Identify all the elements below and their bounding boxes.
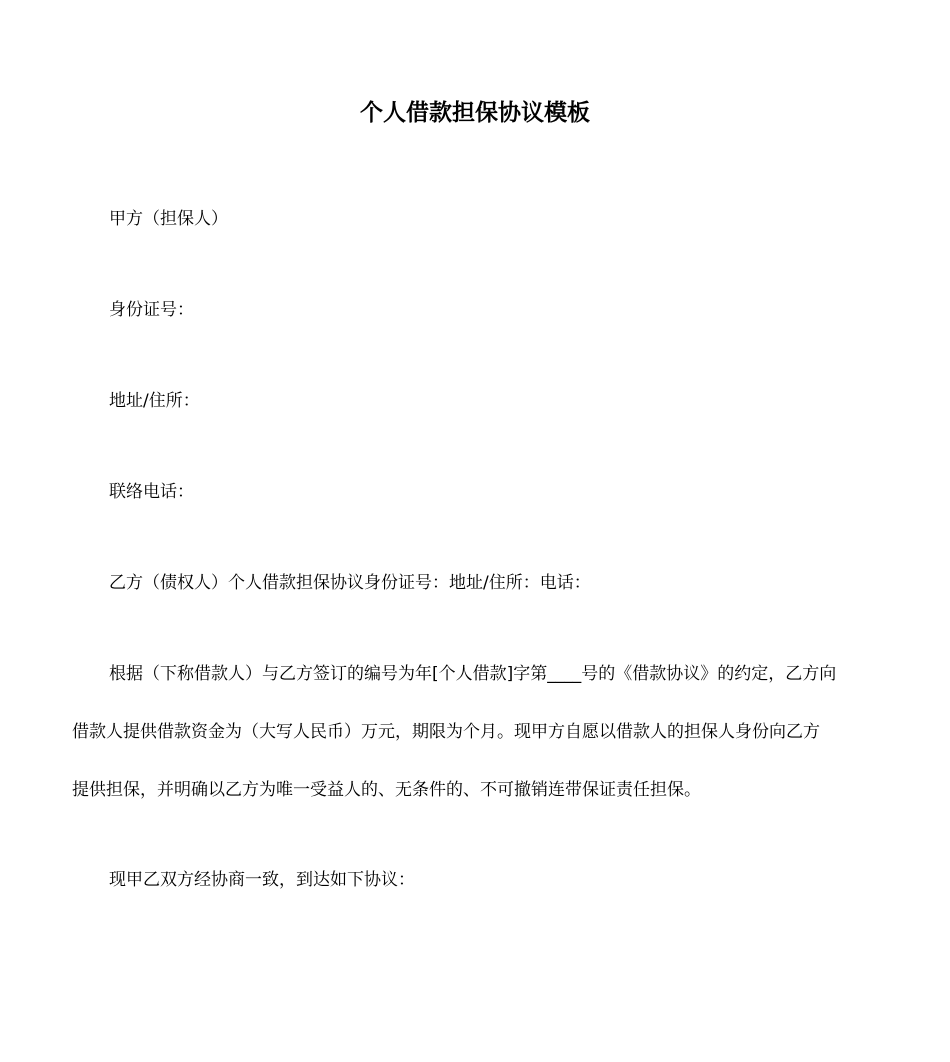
- phone-line: 联络电话：: [109, 482, 194, 502]
- basis-line-3: 提供担保，并明确以乙方为唯一受益人的、无条件的、不可撤销连带保证责任担保。: [72, 780, 701, 800]
- document-title: 个人借款担保协议模板: [360, 100, 590, 126]
- basis-line-1: 根据（下称借款人）与乙方签订的编号为年[个人借款]字第____号的《借款协议》的约定，乙方向: [109, 664, 837, 684]
- party-a-line: 甲方（担保人）: [109, 209, 228, 229]
- address-line: 地址/住所：: [109, 391, 200, 411]
- basis-line-2: 借款人提供借款资金为（大写人民币）万元，期限为个月。现甲方自愿以借款人的担保人身份向乙方: [72, 722, 820, 742]
- party-b-line: 乙方（债权人）个人借款担保协议身份证号：地址/住所：电话：: [109, 573, 591, 593]
- agreement-intro-line: 现甲乙双方经协商一致，到达如下协议：: [109, 870, 415, 890]
- id-number-line: 身份证号：: [109, 300, 194, 320]
- basis-paragraph: [72, 645, 880, 819]
